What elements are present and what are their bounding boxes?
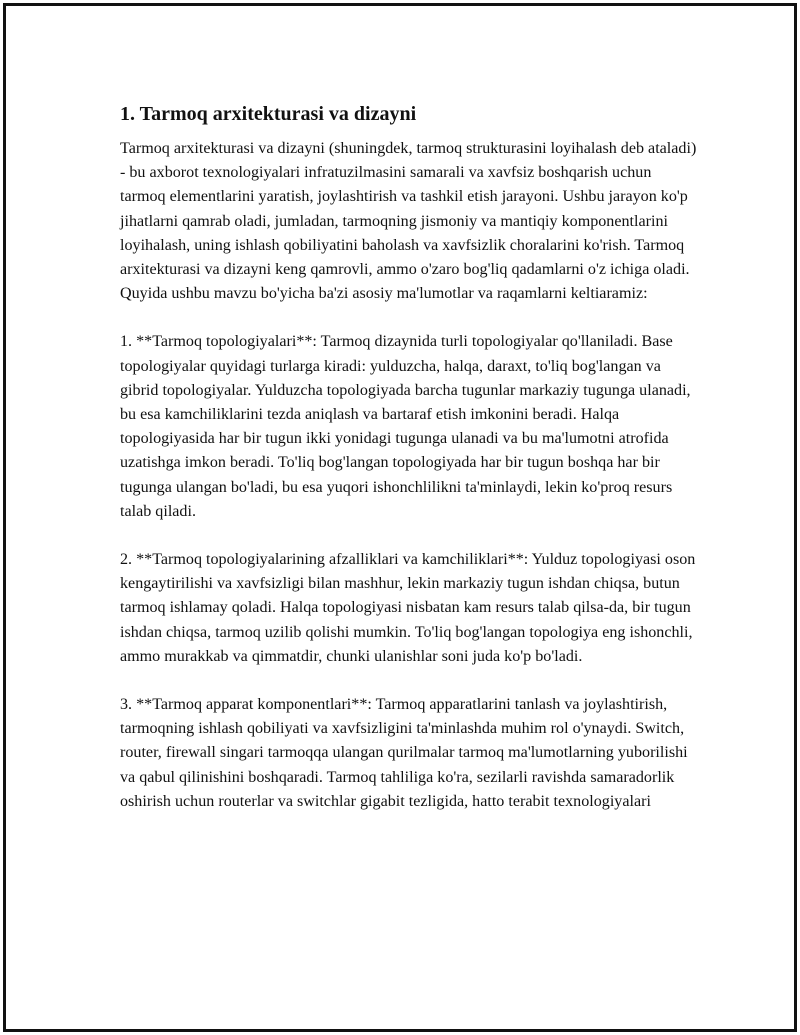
intro-paragraph: Tarmoq arxitekturasi va dizayni (shuningdek, tarmoq strukturasini loyihalash deb ataladi) - bu axborot texnologiyalari infratuzilmasini samarali va xavfsiz boshqarish uchun tarmoq elementlarini yaratish, joylashtirish va tashkil etish jarayoni. Ushbu jarayon ko'p jihatlarni qamrab oladi, jumladan, tarmoqning jismoniy va mantiqiy komponentlarini loyihalash, uning ishlash qobiliyatini baholash va xavfsizlik choralarini ko'rish. Tarmoq arxitekturasi va dizayni keng qamrovli, ammo o'zaro bog'liq qadamlarni o'z ichiga oladi. Quyida ushbu mavzu bo'yicha ba'zi asosiy ma'lumotlar va raqamlarni keltiaramiz: <box>120 140 697 303</box>
topologies-paragraph: 1. **Tarmoq topologiyalari**: Tarmoq dizaynida turli topologiyalar qo'llaniladi. Base topologiyalar quyidagi turlarga kiradi: yulduzcha, halqa, daraxt, to'liq bog'langan va gibrid topologiyalar. Yulduzcha topologiyada barcha tugunlar markaziy tugunga ulanadi, bu esa kamchiliklarini tezda aniqlash va bartaraf etish imkonini beradi. Halqa topologiyasida har bir tugun ikki yonidagi tugunga ulanadi va bu ma'lumotni atrofida uzatishga imkon beradi. To'liq bog'langan topologiyada har bir tugun boshqa har bir tugunga ulangan bo'ladi, bu esa yuqori ishonchlilikni ta'minlaydi, lekin ko'proq resurs talab qiladi. <box>120 333 691 520</box>
document-body <box>120 100 700 838</box>
section-heading: 1. Tarmoq arxitekturasi va dizayni <box>120 103 417 125</box>
hardware-paragraph: 3. **Tarmoq apparat komponentlari**: Tarmoq apparatlarini tanlash va joylashtirish, tarmoqning ishlash qobiliyati va xavfsizligini ta'minlashda muhim rol o'ynaydi. Switch, router, firewall singari tarmoqqa ulangan qurilmalar tarmoq ma'lumotlarning yuborilishi va qabul qilinishini boshqaradi. Tarmoq tahliliga ko'ra, sezilarli ravishda samaradorlik oshirish uchun routerlar va switchlar gigabit tezligida, hatto terabit texnologiyalari <box>120 696 688 810</box>
page-frame <box>3 3 797 1032</box>
pros-cons-paragraph: 2. **Tarmoq topologiyalarining afzalliklari va kamchiliklari**: Yulduz topologiyasi oson kengaytirilishi va xavfsizligi bilan mashhur, lekin markaziy tugun ishdan chiqsa, butun tarmoq ishlamay qoladi. Halqa topologiyasi nisbatan kam resurs talab qilsa-da, bir tugun ishdan chiqsa, tarmoq uzilib qolishi mumkin. To'liq bog'langan topologiya eng ishonchli, ammo murakkab va qimmatdir, chunki ulanishlar soni juda ko'p bo'ladi. <box>120 551 696 665</box>
